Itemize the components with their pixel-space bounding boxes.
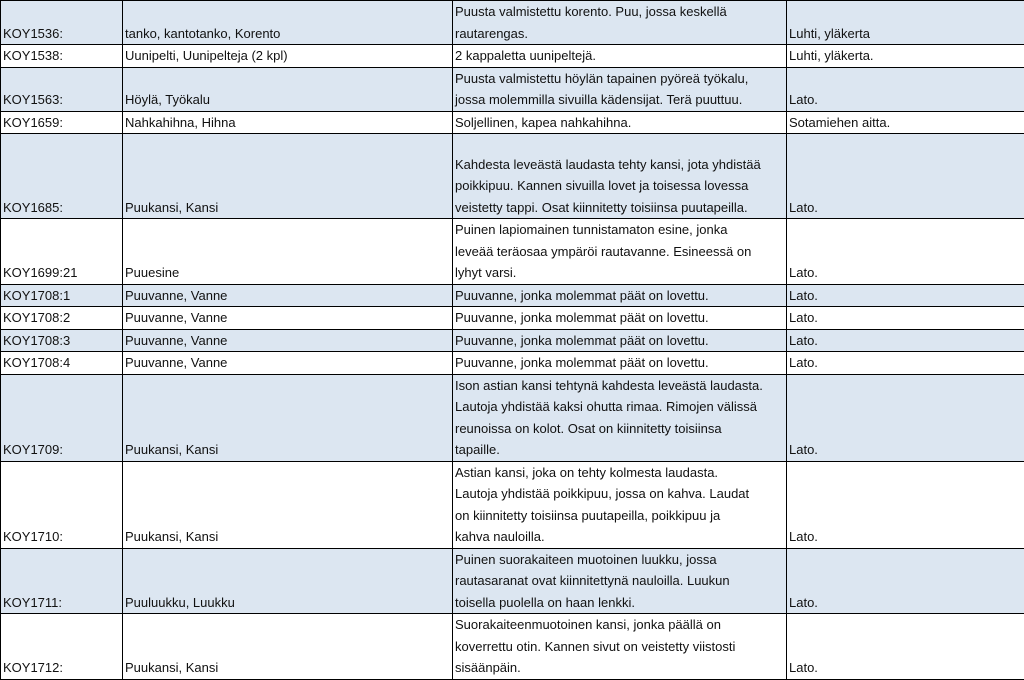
item-location-cell[interactable]: Lato.	[787, 614, 1024, 680]
table-row[interactable]	[1, 45, 1024, 68]
item-name-cell[interactable]: Puukansi, Kansi	[123, 374, 453, 461]
item-description-cell[interactable]: Puusta valmistettu korento. Puu, jossa keskellä rautarengas.	[453, 1, 787, 45]
item-description-cell[interactable]: Ison astian kansi tehtynä kahdesta leveästä laudasta. Lautoja yhdistää kaksi ohutta rimaa. Rimojen välissä reunoissa on kolot. Osat on kiinnitetty toisiinsa tapaille.	[453, 374, 787, 461]
item-name-cell[interactable]: Puukansi, Kansi	[123, 134, 453, 219]
item-location-cell[interactable]: Luhti, yläkerta	[787, 1, 1024, 45]
item-location-cell[interactable]: Lato.	[787, 461, 1024, 548]
item-id-cell[interactable]: KOY1710:	[1, 461, 123, 548]
item-id-cell[interactable]: KOY1708:3	[1, 329, 123, 352]
table-row[interactable]	[1, 219, 1024, 285]
item-id-cell[interactable]: KOY1538:	[1, 45, 123, 68]
item-description-cell[interactable]: Kahdesta leveästä laudasta tehty kansi, jota yhdistää poikkipuu. Kannen sivuilla lovet ja toisessa lovessa veistetty tappi. Osat kiinnitetty toisiinsa puutapeilla.	[453, 134, 787, 219]
item-name-cell[interactable]: Puuvanne, Vanne	[123, 352, 453, 375]
item-name-cell[interactable]: Puukansi, Kansi	[123, 461, 453, 548]
table-row[interactable]	[1, 67, 1024, 111]
table-row[interactable]	[1, 1, 1024, 45]
item-description-cell[interactable]: Astian kansi, joka on tehty kolmesta laudasta. Lautoja yhdistää poikkipuu, jossa on kahva. Laudat on kiinnitetty toisiinsa puutapeilla, poikkipuu ja kahva nauloilla.	[453, 461, 787, 548]
inventory-table-body	[1, 1, 1024, 680]
table-row[interactable]	[1, 614, 1024, 680]
item-id-cell[interactable]: KOY1708:4	[1, 352, 123, 375]
item-location-cell[interactable]: Sotamiehen aitta.	[787, 111, 1024, 134]
item-name-cell[interactable]: tanko, kantotanko, Korento	[123, 1, 453, 45]
item-location-cell[interactable]: Lato.	[787, 67, 1024, 111]
item-id-cell[interactable]: KOY1685:	[1, 134, 123, 219]
item-id-cell[interactable]: KOY1708:1	[1, 284, 123, 307]
item-name-cell[interactable]: Höylä, Työkalu	[123, 67, 453, 111]
item-description-cell[interactable]: Puuvanne, jonka molemmat päät on lovettu.	[453, 352, 787, 375]
table-row[interactable]	[1, 461, 1024, 548]
item-description-cell[interactable]: Puusta valmistettu höylän tapainen pyöreä työkalu, jossa molemmilla sivuilla kädensijat. Terä puuttuu.	[453, 67, 787, 111]
item-location-cell[interactable]: Lato.	[787, 329, 1024, 352]
item-location-cell[interactable]: Lato.	[787, 307, 1024, 330]
item-id-cell[interactable]: KOY1712:	[1, 614, 123, 680]
item-location-cell[interactable]: Lato.	[787, 374, 1024, 461]
table-row[interactable]	[1, 134, 1024, 219]
item-location-cell[interactable]: Lato.	[787, 352, 1024, 375]
item-id-cell[interactable]: KOY1709:	[1, 374, 123, 461]
item-location-cell[interactable]: Luhti, yläkerta.	[787, 45, 1024, 68]
table-row[interactable]	[1, 329, 1024, 352]
item-location-cell[interactable]: Lato.	[787, 284, 1024, 307]
item-description-cell[interactable]: 2 kappaletta uunipeltejä.	[453, 45, 787, 68]
item-description-cell[interactable]: Puinen lapiomainen tunnistamaton esine, jonka leveää teräosaa ympäröi rautavanne. Esineessä on lyhyt varsi.	[453, 219, 787, 285]
item-name-cell[interactable]: Puukansi, Kansi	[123, 614, 453, 680]
item-id-cell[interactable]: KOY1708:2	[1, 307, 123, 330]
item-name-cell[interactable]: Nahkahihna, Hihna	[123, 111, 453, 134]
table-row[interactable]	[1, 111, 1024, 134]
item-name-cell[interactable]: Puuvanne, Vanne	[123, 329, 453, 352]
item-location-cell[interactable]: Lato.	[787, 219, 1024, 285]
item-location-cell[interactable]: Lato.	[787, 548, 1024, 614]
item-description-cell[interactable]: Suorakaiteenmuotoinen kansi, jonka päällä on koverrettu otin. Kannen sivut on veistetty viistosti sisäänpäin.	[453, 614, 787, 680]
item-name-cell[interactable]: Puuvanne, Vanne	[123, 307, 453, 330]
item-name-cell[interactable]: Puuesine	[123, 219, 453, 285]
item-description-cell[interactable]: Puuvanne, jonka molemmat päät on lovettu.	[453, 307, 787, 330]
item-id-cell[interactable]: KOY1699:21	[1, 219, 123, 285]
table-row[interactable]	[1, 307, 1024, 330]
item-id-cell[interactable]: KOY1563:	[1, 67, 123, 111]
table-row[interactable]	[1, 352, 1024, 375]
item-description-cell[interactable]: Puuvanne, jonka molemmat päät on lovettu.	[453, 329, 787, 352]
item-id-cell[interactable]: KOY1536:	[1, 1, 123, 45]
item-id-cell[interactable]: KOY1659:	[1, 111, 123, 134]
item-description-cell[interactable]: Puinen suorakaiteen muotoinen luukku, jossa rautasaranat ovat kiinnitettynä nauloilla. Luukun toisella puolella on haan lenkki.	[453, 548, 787, 614]
item-id-cell[interactable]: KOY1711:	[1, 548, 123, 614]
table-row[interactable]	[1, 284, 1024, 307]
item-name-cell[interactable]: Puuvanne, Vanne	[123, 284, 453, 307]
item-description-cell[interactable]: Puuvanne, jonka molemmat päät on lovettu.	[453, 284, 787, 307]
item-name-cell[interactable]: Uunipelti, Uunipelteja (2 kpl)	[123, 45, 453, 68]
table-row[interactable]	[1, 548, 1024, 614]
table-row[interactable]	[1, 374, 1024, 461]
item-name-cell[interactable]: Puuluukku, Luukku	[123, 548, 453, 614]
item-location-cell[interactable]: Lato.	[787, 134, 1024, 219]
item-description-cell[interactable]: Soljellinen, kapea nahkahihna.	[453, 111, 787, 134]
